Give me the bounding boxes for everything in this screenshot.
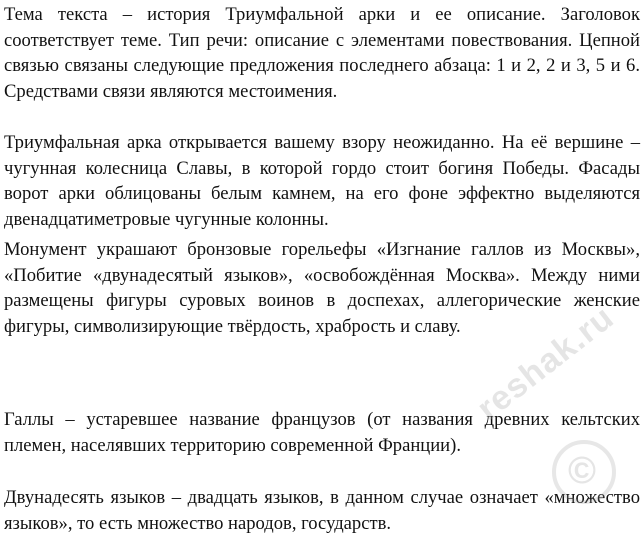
paragraph-monument-reliefs: Монумент украшают бронзовые горельефы «Изгнание галлов из Москвы», «Побитие «двунадесятый языков», «освобождённая Москва». Между ними размещены фигуры суровых воинов в доспехах, аллегорические женские фигуры, символизирующие твёрдость, храбрость и славу. <box>4 239 640 337</box>
paragraph-twelve-tongues-definition: Двунадесять языков – двадцать языков, в данном случае означает «множество языков», то есть множество народов, государств. <box>4 487 640 534</box>
copyright-symbol: © <box>568 450 596 492</box>
watermark-text: reshak.ru <box>470 298 622 428</box>
paragraph-analysis: Тема текста – история Триумфальной арки и ее описание. Заголовок соответствует теме. Тип речи: описание с элементами повествования. Цепной связью связаны следующие предложения последнего абзаца: 1 и 2, 2 и 3, 5 и 6. Средствами связи являются местоимения. <box>4 4 640 102</box>
paragraph-arch-description: Триумфальная арка открывается вашему взору неожиданно. На её вершине – чугунная колесница Славы, в которой гордо стоит богиня Победы. Фасады ворот арки облицованы белым камнем, на его фоне эффектно выделяются двенадцатиметровые чугунные колонны. <box>4 132 640 230</box>
paragraph-gauls-definition: Галлы – устаревшее название французов (от названия древних кельтских племен, населявших территорию современной Франции). <box>4 409 640 456</box>
